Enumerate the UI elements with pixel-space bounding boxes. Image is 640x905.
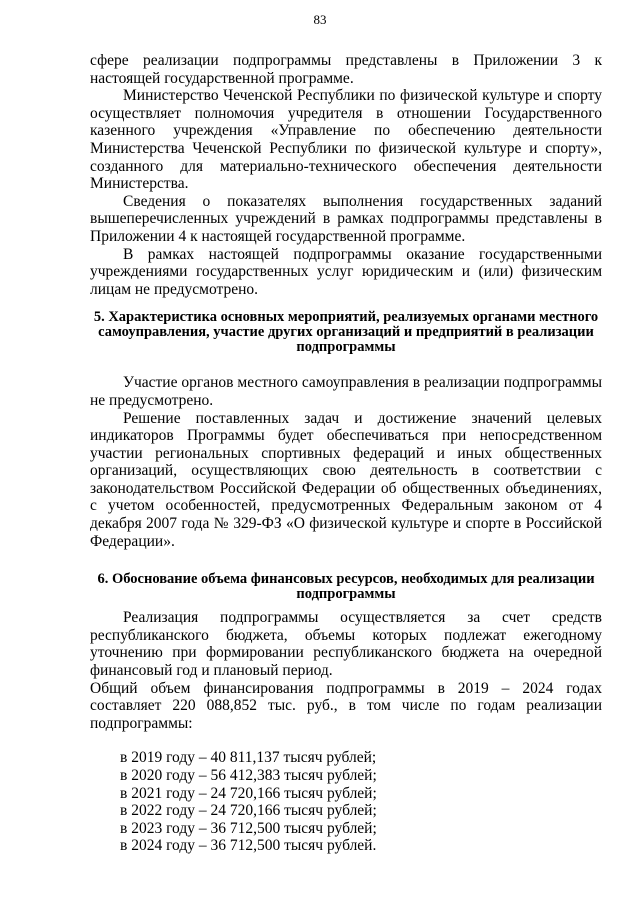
list-item: в 2019 году – 40 811,137 тысяч рублей;: [120, 749, 377, 767]
paragraph: Министерство Чеченской Республики по физической культуре и спорту осуществляет полномочия учредителя в отношении Государственного казенного учреждения «Управление по обеспечению деятельности Министерства Чеченской Республики по физической культуре и спорту», созданного для материально-технического обеспечения деятельности Министерства.: [90, 87, 602, 193]
section-6-heading: 6. Обоснование объема финансовых ресурсов, необходимых для реализации подпрограммы: [97, 571, 595, 603]
list-item: в 2023 году – 36 712,500 тысяч рублей;: [120, 819, 377, 837]
section-5-heading: 5. Характеристика основных мероприятий, реализуемых органами местного самоуправления, участие других организаций и предприятий в реализации подпрограммы: [93, 309, 599, 356]
list-item: в 2024 году – 36 712,500 тысяч рублей.: [120, 837, 377, 855]
paragraph: В рамках настоящей подпрограммы оказание государственными учреждениями государственных услуг юридическим и (или) физическим лицам не предусмотрено.: [90, 245, 602, 298]
paragraph: сфере реализации подпрограммы представлены в Приложении 3 к настоящей государственной программе.: [90, 52, 602, 87]
list-item: в 2020 году – 56 412,383 тысяч рублей;: [120, 767, 377, 784]
paragraph: Участие органов местного самоуправления в реализации подпрограммы не предусмотрено.: [90, 374, 602, 409]
document-body: [90, 52, 602, 855]
paragraph: Общий объем финансирования подпрограммы в 2019 – 2024 годах составляет 220 088,852 тыс. руб., в том числе по годам реализации подпрограммы:: [90, 679, 602, 732]
page-number: 83: [313, 12, 327, 27]
funding-by-year-list: [90, 749, 602, 855]
paragraph: Сведения о показателях выполнения государственных заданий вышеперечисленных учреждений в рамках подпрограммы представлены в Приложении 4 к настоящей государственной программе.: [90, 192, 602, 245]
list-item: в 2022 году – 24 720,166 тысяч рублей;: [120, 802, 377, 820]
paragraph: Реализация подпрограммы осуществляется за счет средств республиканского бюджета, объемы которых подлежат ежегодному уточнению при формировании республиканского бюджета на очередной финансовый год и плановый период.: [90, 609, 602, 680]
paragraph: Решение поставленных задач и достижение значений целевых индикаторов Программы будет обеспечиваться при непосредственном участии региональных спортивных федераций и иных общественных организаций, осуществляющих свою деятельность в соответствии с законодательством Российской Федерации об общественных объединениях, с учетом особенностей, предусмотренных Федеральным законом от 4 декабря 2007 года № 329-ФЗ «О физической культуре и спорте в Российской Федерации».: [90, 409, 602, 550]
list-item: в 2021 году – 24 720,166 тысяч рублей;: [120, 784, 377, 802]
